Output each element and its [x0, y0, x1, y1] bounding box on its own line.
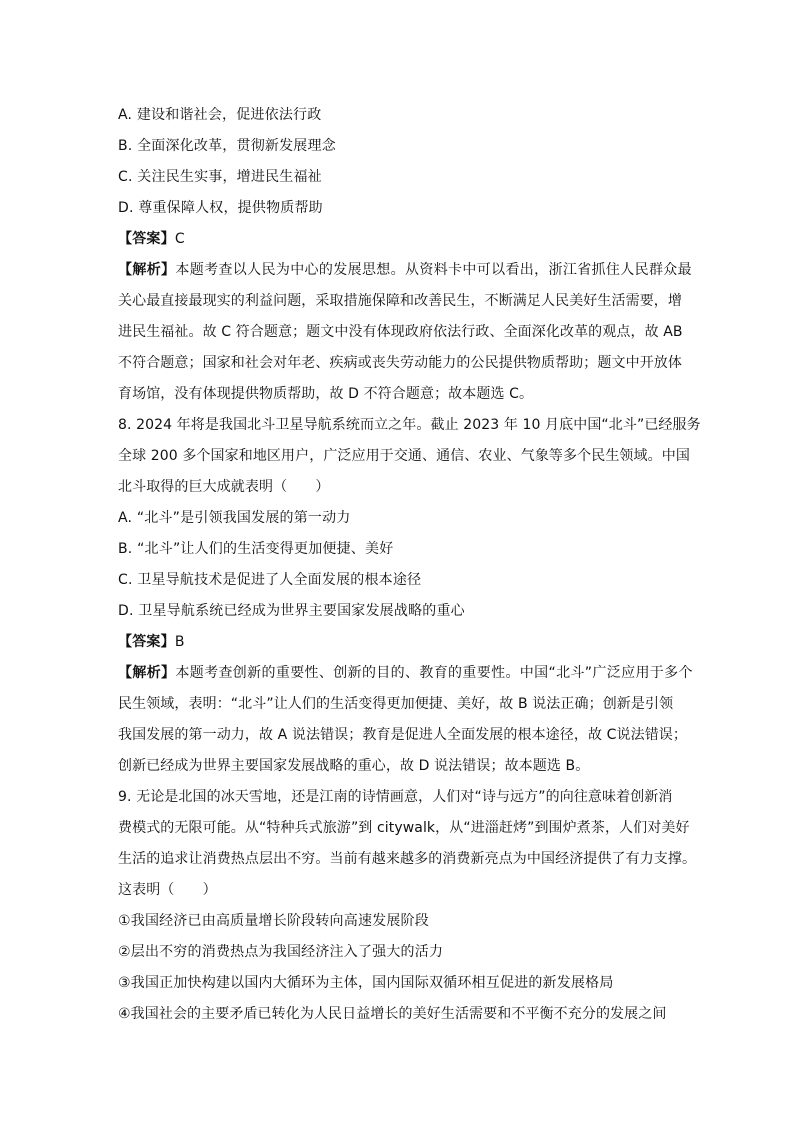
question-8	[118, 410, 701, 627]
option-a: A. “北斗”是引领我国发展的第一动力	[118, 510, 351, 526]
analysis-tag: 【解析】	[118, 262, 176, 278]
answer-value: C	[174, 231, 185, 247]
question-9	[118, 782, 697, 1030]
option-a: A. 建设和谐社会，促进依法行政	[118, 107, 322, 123]
analysis-line	[118, 255, 693, 286]
analysis-line: 创新已经成为世界主要国家发展战略的重心，故 D 说法错误；故本题选 B。	[118, 758, 590, 774]
option-c: C. 关注民生实事，增进民生福祉	[118, 169, 322, 185]
analysis-line: 关心最直接最现实的利益问题，采取措施保障和改善民生，不断满足人民美好生活需要，增	[118, 293, 682, 309]
analysis-tag: 【解析】	[118, 665, 176, 681]
analysis-block	[118, 658, 693, 782]
option-d: D. 尊重保障人权，提供物质帮助	[118, 200, 323, 216]
answer-line	[118, 627, 678, 658]
question-stem-line: 全球 200 多个国家和地区用户，广泛应用于交通、通信、农业、气象等多个民生领域。中国	[118, 448, 690, 464]
analysis-line: 我国发展的第一动力，故 A 说法错误；教育是促进人全面发展的根本途径，故 C说法错误；	[118, 727, 688, 743]
analysis-text: 本题考查以人民为中心的发展思想。从资料卡中可以看出，浙江省抓住人民群众最	[175, 262, 693, 278]
answer-value: B	[174, 634, 185, 650]
analysis-block	[118, 255, 693, 410]
question-stem-line: 费模式的无限可能。从“特种兵式旅游”到 citywalk，从“进淄赶烤”到围炉煮茶，人们对美好	[118, 820, 690, 836]
question-7-options	[118, 100, 678, 224]
statement-item: ①我国经济已由高质量增长阶段转向高速发展阶段	[118, 913, 429, 929]
analysis-line: 不符合题意；国家和社会对年老、疾病或丧失劳动能力的公民提供物质帮助；题文中开放体	[118, 355, 682, 371]
analysis-line: 进民生福祉。故 C 符合题意；题文中没有体现政府依法行政、全面深化改革的观点，故 AB	[118, 324, 683, 340]
option-b: B. 全面深化改革，贯彻新发展理念	[118, 138, 336, 154]
question-stem-line: 9. 无论是北国的冰天雪地，还是江南的诗情画意，人们对“诗与远方”的向往意味着创新消	[118, 789, 673, 805]
analysis-line: 育场馆，没有体现提供物质帮助，故 D 不符合题意；故本题选 C。	[118, 386, 534, 402]
analysis-text: 本题考查创新的重要性、创新的目的、教育的重要性。中国“北斗”广泛应用于多个	[175, 665, 693, 681]
statement-item: ②层出不穷的消费热点为我国经济注入了强大的活力	[118, 944, 444, 960]
statement-item: ③我国正加快构建以国内大循环为主体，国内国际双循环相互促进的新发展格局	[118, 975, 614, 991]
answer-line	[118, 224, 678, 255]
statement-item: ④我国社会的主要矛盾已转化为人民日益增长的美好生活需要和不平衡不充分的发展之间	[118, 1006, 667, 1022]
question-stem-line: 北斗取得的巨大成就表明（ ）	[118, 479, 330, 495]
question-stem-line: 8. 2024 年将是我国北斗卫星导航系统而立之年。截止 2023 年 10 月底中国“北斗”已经服务	[118, 417, 701, 433]
question-stem-line: 这表明（ ）	[118, 882, 217, 898]
answer-tag: 【答案】	[118, 634, 175, 650]
analysis-line	[118, 658, 693, 689]
option-c: C. 卫星导航技术是促进了人全面发展的根本途径	[118, 572, 422, 588]
question-stem-line: 生活的追求让消费热点层出不穷。当前有越来越多的消费新亮点为中国经济提供了有力支撑。	[118, 851, 697, 867]
analysis-line: 民生领域，表明：“北斗”让人们的生活变得更加便捷、美好，故 B 说法正确；创新是引领	[118, 696, 674, 712]
document-page	[118, 100, 701, 1030]
answer-tag: 【答案】	[118, 231, 175, 247]
option-d: D. 卫星导航系统已经成为世界主要国家发展战略的重心	[118, 603, 465, 619]
option-b: B. “北斗”让人们的生活变得更加便捷、美好	[118, 541, 394, 557]
